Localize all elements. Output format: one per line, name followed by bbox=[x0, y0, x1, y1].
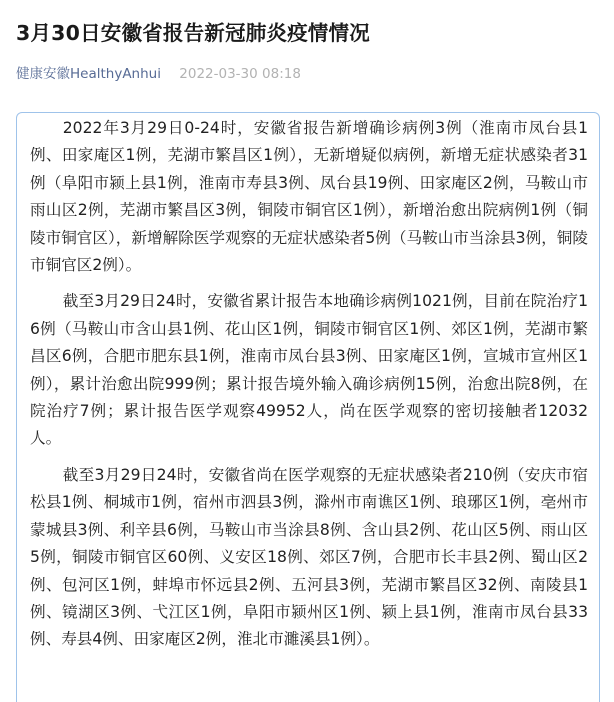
publish-date: 2022-03-30 08:18 bbox=[179, 66, 301, 82]
article-meta bbox=[16, 62, 301, 82]
paragraph-cumulative-cases: 截至3月29日24时，安徽省累计报告本地确诊病例1021例，目前在院治疗16例（马鞍山市含山县1例、花山区1例，铜陵市铜官区1例、郊区1例，芜湖市繁昌区6例，合肥市肥东县1例，淮南市凤台县3例、田家庵区1例，宣城市宣州区1例），累计治愈出院999例；累计报告境外输入确诊病例15例，治愈出院8例，在院治疗7例；累计报告医学观察49952人，尚在医学观察的密切接触者12032人。 bbox=[30, 292, 588, 448]
paragraph-new-cases: 2022年3月29日0-24时，安徽省报告新增确诊病例3例（淮南市凤台县1例、田家庵区1例，芜湖市繁昌区1例），无新增疑似病例，新增无症状感染者31例（阜阳市颍上县1例，淮南市寿县3例、凤台县19例、田家庵区2例，马鞍山市雨山区2例，芜湖市繁昌区3例，铜陵市铜官区1例），新增治愈出院病例1例（铜陵市铜官区），新增解除医学观察的无症状感染者5例（马鞍山市当涂县3例，铜陵市铜官区2例）。 bbox=[30, 119, 588, 275]
article-body-box bbox=[16, 112, 600, 702]
source-account-link[interactable]: 健康安徽HealthyAnhui bbox=[16, 66, 161, 82]
article-title: 3月30日安徽省报告新冠肺炎疫情情况 bbox=[16, 21, 370, 45]
paragraph-asymptomatic-under-observation: 截至3月29日24时，安徽省尚在医学观察的无症状感染者210例（安庆市宿松县1例、桐城市1例，宿州市泗县3例，滁州市南谯区1例、琅琊区1例，亳州市蒙城县3例、利辛县6例，马鞍山市当涂县8例、含山县2例、花山区5例、雨山区5例，铜陵市铜官区60例、义安区18例、郊区7例，合肥市长丰县2例、蜀山区2例、包河区1例，蚌埠市怀远县2例、五河县3例，芜湖市繁昌区32例、南陵县1例、镜湖区3例、弋江区1例，阜阳市颍州区1例、颍上县1例，淮南市凤台县33例、寿县4例、田家庵区2例，淮北市濉溪县1例）。 bbox=[30, 465, 588, 649]
